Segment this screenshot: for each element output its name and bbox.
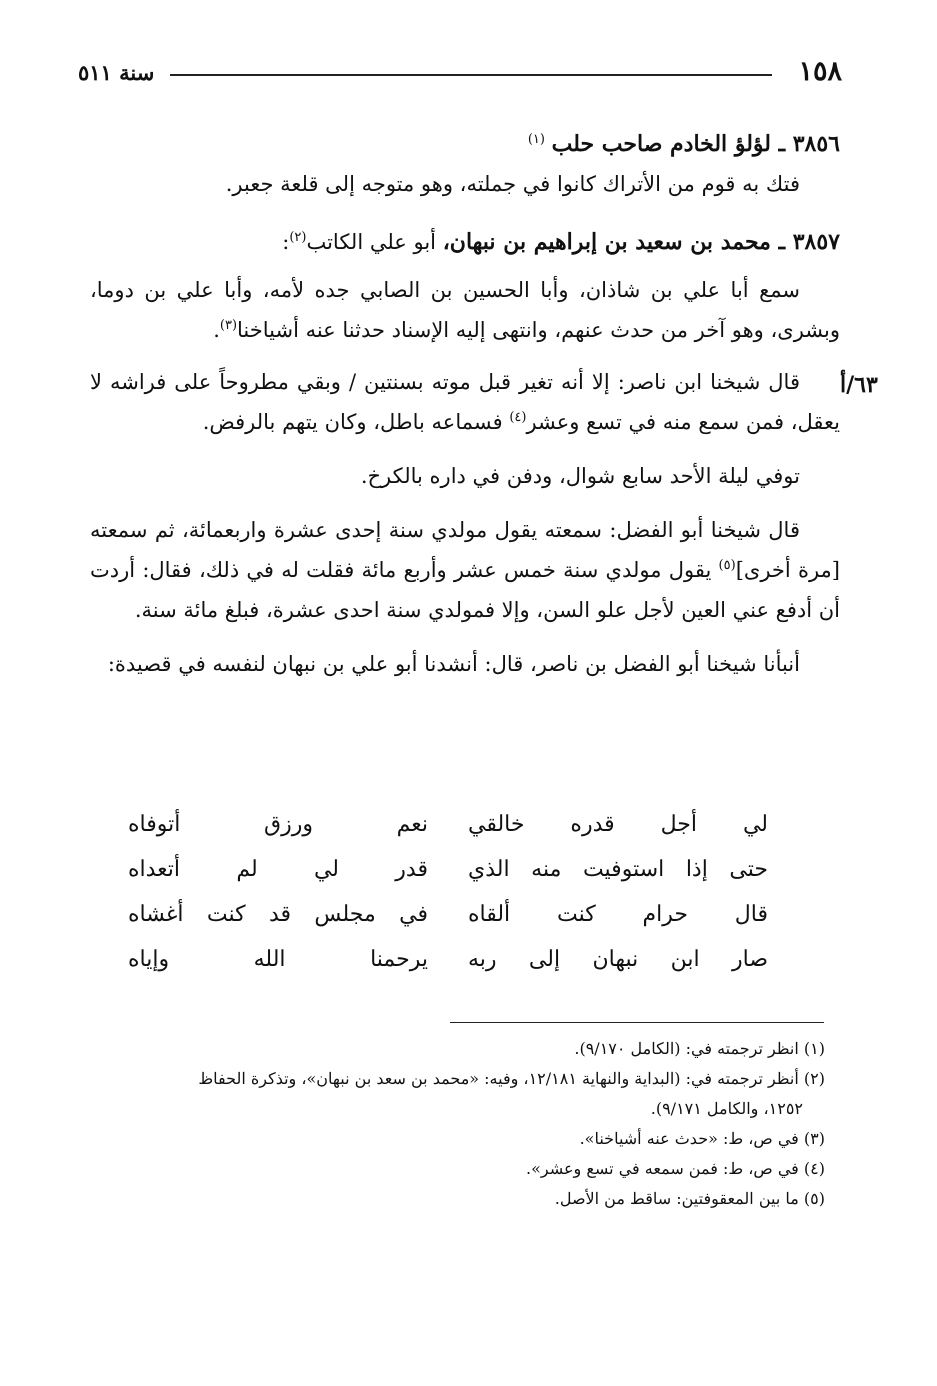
poem (128, 812, 768, 992)
verse-first-hemistich: لي أجل قدره خالقي (468, 812, 768, 837)
verse-first-hemistich: حتى إذا استوفيت منه الذي (468, 857, 768, 882)
footnote-4: (٤) في ص، ط: فمن سمعه في تسع وعشر». (526, 1159, 825, 1178)
footnote-ref: (٣) (219, 318, 238, 333)
verse-first-hemistich: صار ابن نبهان إلى ربه (468, 947, 768, 972)
paragraph-text: يقول مولدي سنة خمس عشر وأربع مائة فقلت له في ذلك، فقال: أردت أن أدفع عني العين لأجل علو السن، وإلا فمولدي سنة احدى عشرة، فبلغ مائة سنة. (90, 558, 840, 622)
footnote-2-continued: ١٢٥٢، والكامل ٩/١٧١). (650, 1099, 803, 1118)
entry-kunya: أبو علي الكاتب (306, 230, 443, 254)
poem-verse (128, 902, 768, 947)
paragraph-3: توفي ليلة الأحد سابع شوال، ودفن في داره بالكرخ. (360, 464, 800, 488)
footnote-1: (١) انظر ترجمته في: (الكامل ٩/١٧٠). (574, 1039, 825, 1058)
paragraph-2 (90, 362, 840, 442)
footnotes (85, 1034, 825, 1214)
poem-verse (128, 812, 768, 857)
verse-second-hemistich: قدر لي لم أتعداه (128, 857, 428, 882)
footnote-5: (٥) ما بين المعقوفتين: ساقط من الأصل. (554, 1189, 825, 1208)
running-year: سنة ٥١١ (78, 60, 155, 85)
footnote-ref: (٢) (289, 230, 307, 245)
verse-first-hemistich: قال حرام كنت ألقاه (468, 902, 768, 927)
verse-second-hemistich: يرحمنا الله وإياه (128, 947, 428, 972)
entry-title: ٣٨٥٦ ـ لؤلؤ الخادم صاحب حلب (551, 131, 840, 157)
verse-second-hemistich: في مجلس قد كنت أغشاه (128, 902, 428, 927)
entry-3857 (90, 222, 840, 684)
paragraph-text: قال شيخنا أبو الفضل: سمعته يقول مولدي سنة إحدى عشرة واربعمائة، ثم سمعته [مرة أخرى] (90, 518, 840, 582)
entry-heading (90, 124, 840, 164)
poem-verse (128, 947, 768, 992)
page-header (78, 56, 842, 96)
paragraph-4 (90, 510, 840, 630)
footnote-ref: (٥) (718, 558, 736, 573)
verse-second-hemistich: نعم ورزق أتوفاه (128, 812, 428, 837)
page-number: ١٥٨ (798, 56, 842, 87)
footnote-ref: (٤) (509, 410, 527, 425)
paragraph-text: فسماعه باطل، وكان يتهم بالرفض. (202, 410, 510, 434)
entry-text: فتك به قوم من الأتراك كانوا في جملته، وهو متوجه إلى قلعة جعبر. (225, 172, 800, 196)
footnote-3: (٣) في ص، ط: «حدث عنه أشياخنا». (579, 1129, 825, 1148)
header-rule (170, 74, 772, 76)
entry-3856 (90, 124, 840, 204)
entry-heading: ٣٨٥٧ ـ محمد بن سعيد بن إبراهيم بن نبهان، أبو علي الكاتب$^{(٢)}$: (282, 229, 840, 255)
manuscript-folio-note: ٦٣/أ (840, 372, 878, 398)
footnote-2: (٢) أنظر ترجمته في: (البداية والنهاية ١٢/١٨١، وفيه: «محمد بن سعد بن نبهان»، وتذكرة الحفاظ (198, 1069, 825, 1088)
paragraph-text: قال شيخنا ابن ناصر: إلا أنه تغير قبل موته بسنتين / وبقي مطروحاً على فراشه لا يعقل، فمن سمع منه في تسع وعشر (90, 370, 840, 434)
paragraph-1: سمع أبا علي بن شاذان، وأبا الحسين بن الصابي جده لأمه، وأبا علي بن دوما، وبشرى، وهو آخر من حدث عنهم، وانتهى إليه الإسناد حدثنا عنه أشياخنا$^{(٣)}$. (90, 278, 840, 342)
entry-title: ٣٨٥٧ ـ محمد بن سعيد بن إبراهيم بن نبهان، (442, 229, 840, 255)
paragraph-5: أنبأنا شيخنا أبو الفضل بن ناصر، قال: أنشدنا أبو علي بن نبهان لنفسه في قصيدة: (107, 652, 800, 676)
poem-verse (128, 857, 768, 902)
footnote-separator (450, 1022, 824, 1023)
footnote-ref: (١) (527, 132, 545, 147)
paragraph-text: سمع أبا علي بن شاذان، وأبا الحسين بن الصابي جده لأمه، وأبا علي بن دوما، وبشرى، وهو آخر من حدث عنهم، وانتهى إليه الإسناد حدثنا عنه أشياخنا (90, 278, 840, 342)
